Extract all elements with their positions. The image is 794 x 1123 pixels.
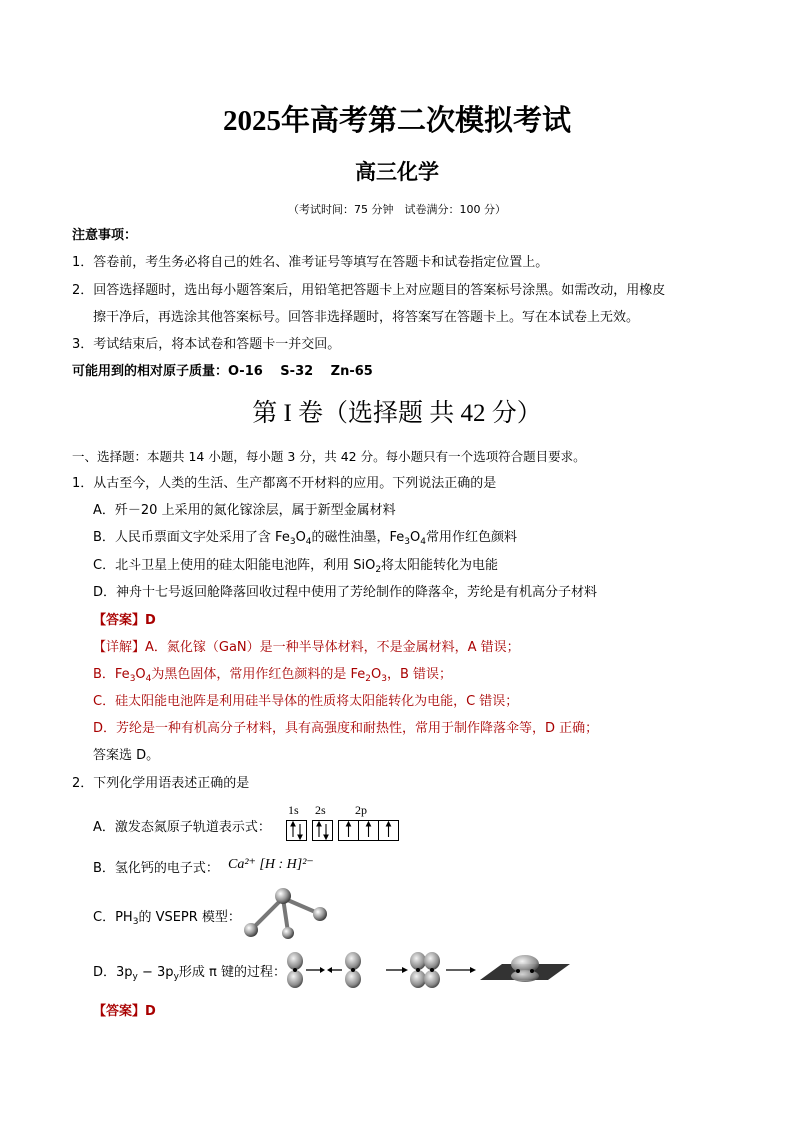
vsepr-model [238,882,334,946]
q1-detail-b: B．$Fe_3O_4$为黑色固体，常用作红色颜料的是 $Fe_2O_3$，B 错误； [93,667,453,684]
note-item-2: 2．回答选择题时，选出每小题答案后，用铅笔把答题卡上对应题目的答案标号涂黑。如需改动，用橡皮 [72,283,666,298]
orbital-label-1s: 1s [288,803,299,817]
q1-detail-c: C．硅太阳能电池阵是利用硅半导体的性质将太阳能转化为电能，C 错误； [93,694,519,709]
section-title: 第 I 卷（选择题 共 42 分） [252,400,542,427]
pi-bond-process-icon [280,950,575,990]
q1-option-b: B．人民币票面文字处采用了含 $Fe_3O_4$的磁性油墨，$Fe_3O_4$常用作红色颜料 [93,530,518,547]
note-item-2-cont: 擦干净后，再选涂其他答案标号。回答非选择题时，将答案写在答题卡上。写在本试卷上无效。 [93,310,640,325]
q2-option-a: A．激发态氮原子轨道表示式： [93,820,271,835]
q1-option-a: A．歼－20 上采用的氮化镓涂层，属于新型金属材料 [93,503,396,518]
q1-option-c: C．北斗卫星上使用的硅太阳能电池阵，利用 SiO$_2$将太阳能转化为电能 [93,558,499,575]
q1-stem: 1．从古至今，人类的生活、生产都离不开材料的应用。下列说法正确的是 [72,476,497,491]
q1-conclusion: 答案选 D。 [93,748,160,763]
section-intro: 一、选择题：本题共 14 小题，每小题 3 分，共 42 分。每小题只有一个选项符合题目要求。 [72,449,586,464]
q2-stem: 2．下列化学用语表述正确的是 [72,776,250,791]
orbital-label-2s: 2s [315,803,326,817]
exam-title: 2025年高考第二次模拟考试 [222,105,571,137]
q2-option-b: B．氢化钙的电子式： [93,861,219,876]
exam-info: （考试时间：75 分钟 试卷满分：100 分） [288,203,506,216]
q1-detail-a: 【详解】A．氮化镓（GaN）是一种半导体材料，不是金属材料，A 错误； [93,640,520,655]
notes-heading: 注意事项： [72,228,138,243]
q1-answer: 【答案】D [93,613,156,628]
calcium-hydride-formula: Ca²⁺ [H : H]²⁻ [228,857,314,872]
q2-answer: 【答案】D [93,1004,156,1019]
orbital-diagram [286,820,401,846]
note-item-3: 3．考试结束后，将本试卷和答题卡一并交回。 [72,337,341,352]
q1-option-d: D．神舟十七号返回舱降落回收过程中使用了芳纶制作的降落伞，芳纶是有机高分子材料 [93,585,598,600]
orbital-label-2p: 2p [355,803,367,817]
note-item-1: 1．答卷前，考生务必将自己的姓名、准考证号等填写在答题卡和试卷指定位置上。 [72,255,549,270]
atomic-mass: 可能用到的相对原子质量：O-16 S-32 Zn-65 [72,364,373,379]
q2-option-d: D．$3p_y - 3p_y$形成 π 键的过程： [93,965,286,982]
q1-detail-d: D．芳纶是一种有机高分子材料，具有高强度和耐热性，常用于制作降落伞等，D 正确； [93,721,599,736]
exam-subtitle: 高三化学 [355,160,439,184]
pi-bond-formation [280,950,575,994]
q2-option-c: C．$PH_3$的 VSEPR 模型： [93,910,241,927]
orbital-boxes-icon [286,820,401,842]
vsepr-molecule-icon [238,882,334,942]
